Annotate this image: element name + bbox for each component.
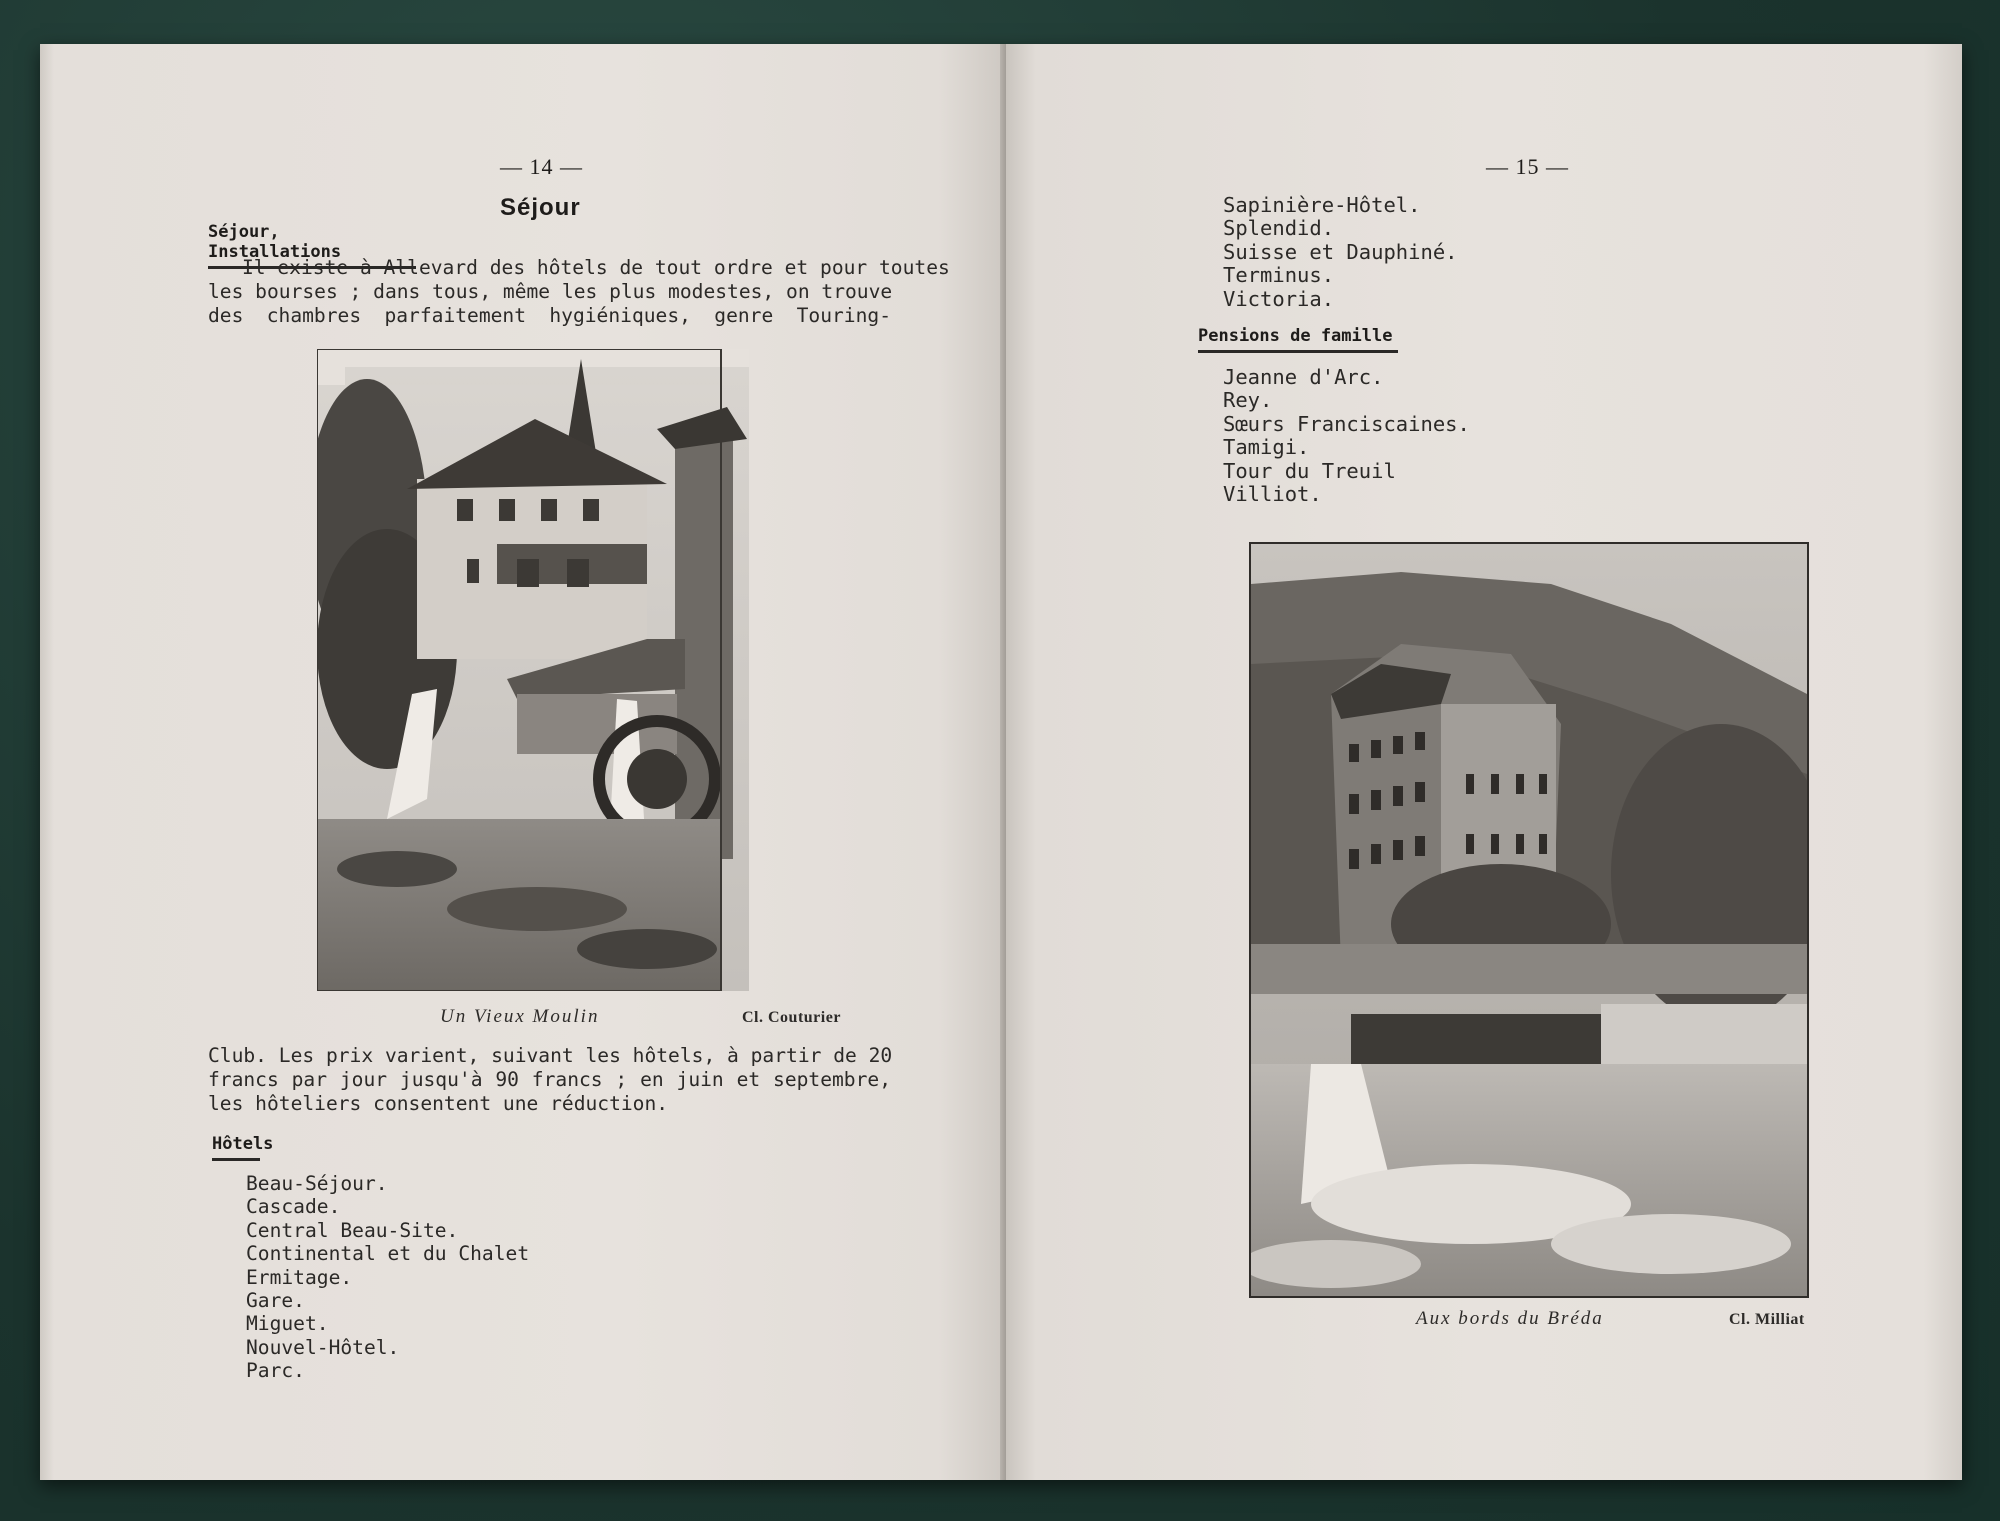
pensions-heading: Pensions de famille (1198, 326, 1398, 353)
list-item: Miguet. (246, 1312, 329, 1336)
page-number-left: — 14 — (500, 154, 583, 179)
open-booklet (40, 44, 1962, 1480)
list-item: Beau-Séjour. (246, 1172, 388, 1195)
intro-paragraph (208, 256, 950, 328)
section-heading-sejour-installations: Séjour, Installations (208, 222, 416, 269)
list-item: Splendid. (1223, 216, 1335, 241)
list-item: Ermitage. (246, 1265, 353, 1289)
photo-old-mill (317, 349, 749, 991)
photo-caption-breda: Aux bords du Bréda (1416, 1308, 1604, 1329)
list-item: Victoria. (1223, 286, 1335, 311)
list-item: Rey. (1223, 388, 1273, 413)
old-mill-illustration (317, 349, 749, 991)
page-number-right: — 15 — (1486, 154, 1569, 179)
pensions-list (1223, 366, 1470, 506)
list-item: Central Beau-Site. (246, 1218, 459, 1242)
intro-line: des chambres parfaitement hygiéniques, genre Touring- (208, 304, 891, 327)
breda-riverbank-illustration (1251, 544, 1807, 1296)
hotels-continued-list (1223, 194, 1458, 311)
photo-credit-milliat: Cl. Milliat (1729, 1311, 1805, 1328)
list-item: Jeanne d'Arc. (1223, 365, 1384, 389)
list-item: Gare. (246, 1289, 305, 1313)
left-page (40, 44, 1006, 1480)
continuation-line: francs par jour jusqu'à 90 francs ; en juin et septembre, (208, 1068, 891, 1091)
list-item: Cascade. (246, 1195, 341, 1219)
list-item: Tamigi. (1223, 435, 1310, 460)
continuation-paragraph (208, 1044, 891, 1116)
list-item: Suisse et Dauphiné. (1223, 239, 1458, 264)
hotels-heading: Hôtels (212, 1134, 260, 1161)
list-item: Continental et du Chalet (246, 1242, 530, 1266)
photo-credit-couturier: Cl. Couturier (742, 1009, 841, 1026)
photo-caption-old-mill: Un Vieux Moulin (440, 1006, 600, 1027)
list-item: Nouvel-Hôtel. (246, 1335, 400, 1359)
continuation-line: les hôteliers consentent une réduction. (208, 1092, 669, 1115)
photo-breda-riverbank (1249, 542, 1809, 1298)
list-item: Terminus. (1223, 263, 1335, 288)
list-item: Villiot. (1223, 482, 1322, 507)
list-item: Parc. (246, 1359, 305, 1383)
intro-line: les bourses ; dans tous, même les plus modestes, on trouve (208, 280, 893, 303)
continuation-line: Club. Les prix varient, suivant les hôtels, à partir de 20 (208, 1044, 893, 1067)
list-item: Sapinière-Hôtel. (1223, 193, 1421, 217)
hotels-list (246, 1172, 529, 1383)
list-item: Sœurs Franciscaines. (1223, 411, 1470, 436)
page-title: Séjour (500, 194, 581, 221)
right-page (1006, 44, 1962, 1480)
list-item: Tour du Treuil (1223, 458, 1396, 483)
intro-line: Il existe à Allevard des hôtels de tout ordre et pour toutes (242, 256, 950, 279)
